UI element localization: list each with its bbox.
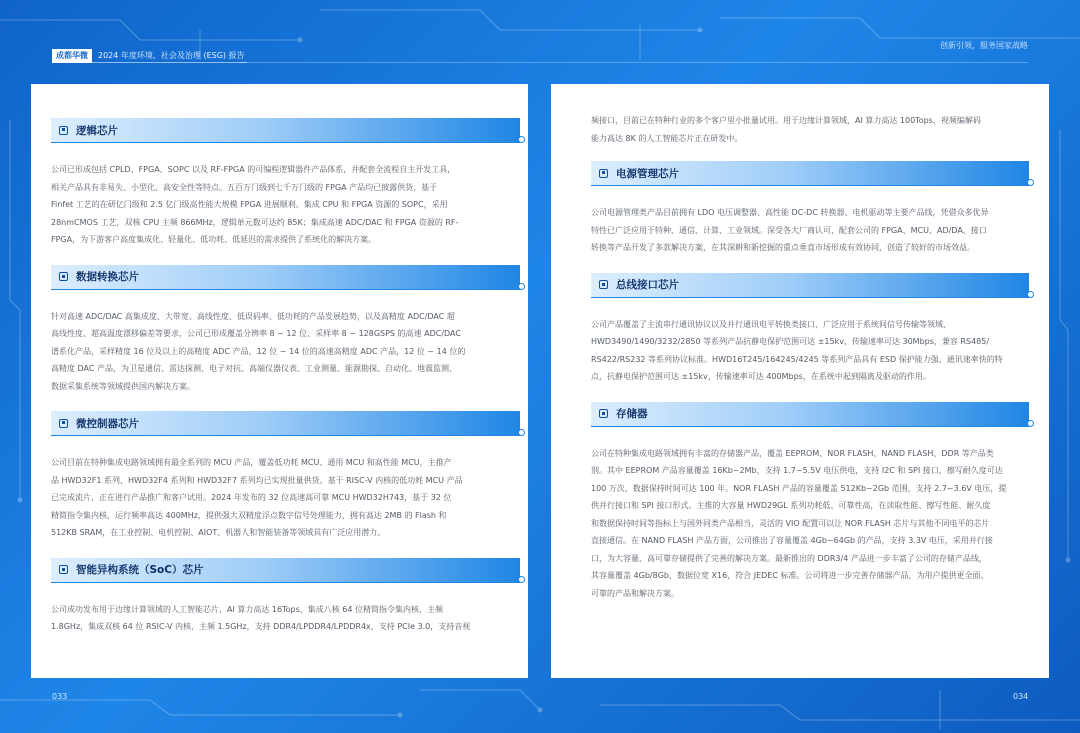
section-title: 总线接口芯片 [616, 279, 679, 291]
text-line: 相关产品具有非易失、小型化、高安全性等特点。五百万门级到七千万门级的 FPGA 产品均已披露供货，基于 [51, 182, 438, 192]
text-line: FPGA，为下游客户高度集成化、轻量化、低功耗、低延迟的需求提供了系统化的解决方案。 [51, 235, 377, 244]
text-line: Finfet 工艺的在研亿门级和 2.5 亿门级高性能大规模 FPGA 进展顺利。集成 CPU 和 FPGA 资源的 SOPC，采用 [51, 200, 448, 209]
brand-logo: 成都华微 [52, 49, 92, 63]
left-page [31, 84, 528, 678]
header-end-dot [1027, 179, 1034, 186]
header-end-dot [518, 136, 525, 143]
section-title: 数据转换芯片 [76, 271, 139, 283]
text-line: 高精度 DAC 产品，为卫星通信、雷达探测、电子对抗、高端仪器仪表、工业测量、能源勘探、自动化、地震监测、 [51, 364, 458, 373]
header-divider-left [52, 62, 247, 63]
text-line: 针对高速 ADC/DAC 高集成度、大带宽、高线性度、低误码率、低功耗的产品发展趋势，以及高精度 ADC/DAC 超 [51, 311, 455, 321]
text-line: 口，为大容量、高可靠存储提供了完善的解决方案。最新推出的 DDR3/4 产品进一步丰富了公司的存储产品线， [591, 553, 987, 563]
text-line: 其容量覆盖 4Gb/8Gb，数据位宽 X16，符合 JEDEC 标准。公司将进一步完善存储器产品，为用户提供更全面、 [591, 571, 989, 580]
text-line: 公司产品覆盖了主流串行通讯协议以及并行通讯电平转换类接口，广泛应用于系统间信号传输等领域， [591, 319, 951, 329]
page-number-left: 033 [52, 692, 68, 701]
continued-text [591, 112, 1029, 147]
header-end-dot [518, 283, 525, 290]
text-line: 数据采集系统等领域提供国内解决方案。 [51, 381, 195, 391]
section-body-logic [51, 161, 520, 249]
section-body-mcu [51, 454, 520, 542]
text-line: 品 HWD32F1 系列、HWD32F4 系列和 HWD32F7 系列均已实现批量供货。基于 RISC-V 内核的低功耗 MCU 产品 [51, 475, 463, 485]
section-body-soc [51, 601, 520, 636]
section-header-soc [51, 558, 520, 583]
text-line: 100 万次，数据保持时间可达 100 年。NOR FLASH 产品的容量覆盖 512Kb~2Gb 范围，支持 2.7~3.6V 电压，提 [591, 483, 1007, 493]
chip-icon [59, 565, 68, 574]
text-line: 可靠的产品和解决方案。 [591, 588, 679, 598]
report-title: 2024 年度环境、社会及治理 (ESG) 报告 [98, 51, 245, 60]
section-body-bus [591, 316, 1029, 386]
text-line: 公司成功发布用于边缘计算领域的人工智能芯片，AI 算力高达 16Tops，集成八核 64 位精简指令集内核，主频 [51, 604, 444, 614]
text-line: 公司电源管理类产品目前拥有 LDO 电压调整器、高性能 DC-DC 转换器、电机驱动等主要产品线，凭借众多优异 [591, 208, 989, 217]
text-line: 512KB SRAM，在工业控制、电机控制、AIOT、机器人和智能装备等领域具有广泛应用潜力。 [51, 528, 386, 537]
section-body-data-conversion [51, 308, 520, 396]
text-line: 1.8GHz，集成双核 64 位 RSIC-V 内核，主频 1.5GHz，支持 DDR4/LPDDR4/LPDDR4x，支持 PCIe 3.0，支持音视 [51, 622, 471, 631]
section-header-mcu [51, 411, 520, 436]
text-line: 特性已广泛应用于特种、通信、计算、工业领域。深受各大厂商认可，配套公司的 FPGA、MCU、AD/DA、接口 [591, 225, 987, 235]
section-title: 存储器 [616, 408, 648, 420]
text-line: 能力高达 8K 的人工智能芯片正在研发中。 [591, 133, 743, 143]
page-number-right: 034 [1013, 692, 1029, 701]
text-line: 谱系化产品，采样精度 16 位及以上的高精度 ADC 产品，12 位 ~ 14 位的高速高精度 ADC 产品，12 位 ~ 14 位的 [51, 346, 466, 356]
chip-icon [599, 409, 608, 418]
chip-icon [59, 272, 68, 281]
text-line: 别。其中 EEPROM 产品容量覆盖 16Kb~2Mb，支持 1.7~5.5V 电压供电，支持 I2C 和 SPI 接口，擦写耐久度可达 [591, 466, 1003, 475]
text-line: 供并行接口和 SPI 接口形式。主推的大容量 HWD29GL 系列功耗低、可靠性高，在读取性能、擦写性能、耐久度 [591, 501, 991, 510]
header-end-dot [518, 576, 525, 583]
header-end-dot [1027, 291, 1034, 298]
text-line: RS422/RS232 等系列协议标准。HWD16T245/164245/4245 等系列产品具有 ESD 保护能力强、通讯速率快的特 [591, 354, 1003, 364]
text-line: 公司在特种集成电路领域拥有丰富的存储器产品，覆盖 EEPROM、NOR FLASH、NAND FLASH、DDR 等产品类 [591, 448, 994, 458]
chip-icon [599, 169, 608, 178]
section-header-power [591, 161, 1029, 186]
text-line: 点，抗静电保护范围可达 ±15kv，传输速率可达 400Mbps，在系统中起到隔离及驱动的作用。 [591, 372, 931, 381]
text-line: 和数据保持时间等指标上与国外同类产品相当，灵活的 VIO 配置可以让 NOR FLASH 芯片与其他不同电平的芯片 [591, 518, 990, 528]
text-line: 高线性度、超高温度漂移偏差等要求，公司已形成覆盖分辨率 8 ~ 12 位、采样率 8 ~ 128GSPS 的高速 ADC/DAC [51, 329, 461, 338]
section-header-data-conversion [51, 265, 520, 290]
chip-icon [59, 126, 68, 135]
section-body-memory [591, 445, 1029, 603]
section-title: 逻辑芯片 [76, 124, 118, 137]
section-header-memory [591, 402, 1029, 427]
section-title: 电源管理芯片 [616, 167, 679, 180]
report-header [52, 49, 245, 63]
header-divider-right [240, 62, 1028, 63]
header-end-dot [1027, 420, 1034, 427]
slogan: 创新引领，服务国家战略 [940, 41, 1028, 50]
header-end-dot [518, 429, 525, 436]
section-header-bus [591, 273, 1029, 298]
text-line: 公司已形成包括 CPLD、FPGA、SOPC 以及 RF-FPGA 的可编程逻辑器件产品体系，并配套全流程自主开发工具， [51, 165, 456, 174]
text-line: 已完成流片，正在进行产品推广和客户试用。2024 年发布的 32 位高速高可靠 MCU HWD32H743，基于 32 位 [51, 493, 452, 502]
section-title: 微控制器芯片 [76, 417, 139, 430]
right-page [551, 84, 1049, 678]
text-line: 频接口，目前已在特种行业的多个客户里小批量试用。用于边缘计算领域，AI 算力高达 100Tops，视频编解码 [591, 116, 981, 125]
section-body-power [591, 204, 1029, 257]
section-title: 智能异构系统（SoC）芯片 [76, 564, 204, 576]
text-line: 公司目前在特种集成电路领域拥有最全系列的 MCU 产品，覆盖低功耗 MCU、通用 MCU 和高性能 MCU，主推产 [51, 458, 452, 467]
text-line: 转换等产品开发了多款解决方案，在其深耕和新挖掘的重点垂直市场形成有效协同，创造了较好的市场效益。 [591, 243, 975, 252]
chip-icon [59, 419, 68, 428]
text-line: HWD3490/1490/3232/2850 等系列产品抗静电保护范围可达 ±15kv，传输速率可达 30Mbps，兼容 RS485/ [591, 337, 990, 346]
section-header-logic [51, 118, 520, 143]
text-line: 精简指令集内核，运行频率高达 400MHz，提供强大双精度浮点数字信号处理能力，拥有高达 2MB 的 Flash 和 [51, 510, 447, 520]
text-line: 28nmCMOS 工艺，双核 CPU 主频 866MHz，逻辑单元数可达约 85K；集成高速 ADC/DAC 和 FPGA 资源的 RF- [51, 217, 459, 227]
chip-icon [599, 280, 608, 289]
text-line: 直接通信。在 NAND FLASH 产品方面，公司推出了容量覆盖 4Gb~64Gb 的产品，支持 3.3V 电压，采用并行接 [591, 536, 993, 545]
